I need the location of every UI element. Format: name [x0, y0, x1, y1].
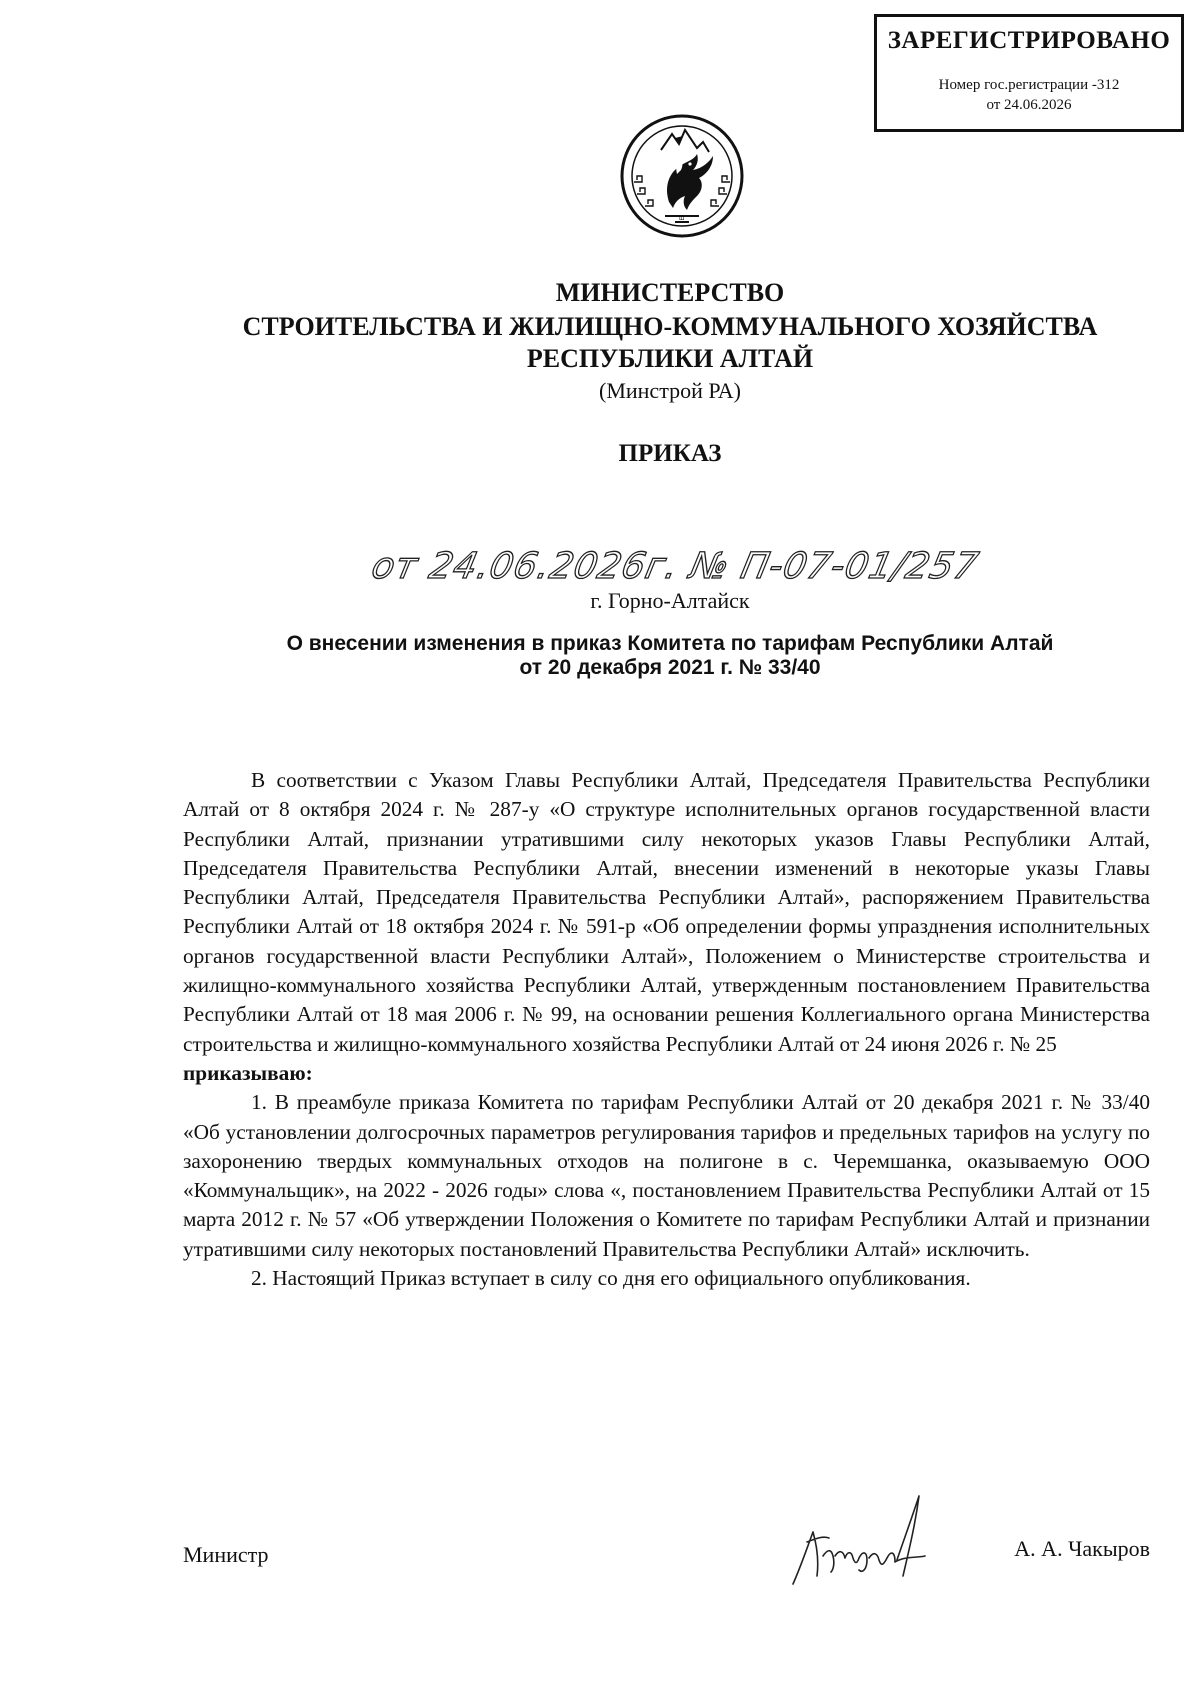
- ministry-short-name: (Минстрой РА): [599, 378, 741, 403]
- ministry-name-line3: РЕСПУБЛИКИ АЛТАЙ: [526, 344, 814, 373]
- order-item-1: 1. В преамбуле приказа Комитета по тарифам Республики Алтай от 20 декабря 2021 г. № 33/40 «Об установлении долгосрочных параметров регулирования тарифов и предельных тарифов на услугу по захоронению твердых коммунальных отходов на полигоне в с. Черемшанка, оказываемую ООО «Коммунальщик», на 2022 - 2026 годы» слова «, постановлением Правительства Республики Алтай от 15 марта 2012 г. № 57 «Об утверждении Положения о Комитете по тарифам Республики Алтай и признании утратившими силу некоторых постановлений Правительства Республики Алтай» исключить.: [183, 1090, 1150, 1261]
- order-preamble: В соответствии с Указом Главы Республики Алтай, Председателя Правительства Республики Алтай от 8 октября 2024 г. № 287-у «О структуре исполнительных органов государственной власти Республики Алтай, признании утратившими силу некоторых указов Главы Республики Алтай, Председателя Правительства Республики Алтай, внесении изменений в некоторые указы Главы Республики Алтай, Председателя Правительства Республики Алтай», распоряжением Правительства Республики Алтай от 18 октября 2024 г. № 591-р «Об определении формы упразднения исполнительных органов государственной власти Республики Алтай», Положением о Министерстве строительства и жилищно-коммунального хозяйства Республики Алтай, утвержденным постановлением Правительства Республики Алтай от 18 мая 2006 г. № 99, на основании решения Коллегиального органа Министерства строительства и жилищно-коммунального хозяйства Республики Алтай от 24 июня 2026 г. № 25: [183, 768, 1150, 1056]
- order-directive-word: приказываю:: [183, 1060, 313, 1085]
- handwritten-date-number: [368, 536, 983, 592]
- registration-stamp-title: ЗАРЕГИСТРИРОВАНО: [887, 27, 1171, 54]
- city-name: г. Горно-Алтайск: [590, 588, 750, 613]
- signer-position: Министр: [183, 1542, 269, 1567]
- svg-text:ш: ш: [679, 215, 685, 222]
- handwritten-signature-icon: [783, 1486, 963, 1596]
- signer-name: А. А. Чакыров: [1014, 1536, 1150, 1561]
- handwritten-date-number-text: от 24.06.2026г. № П-07-01/257: [368, 544, 983, 587]
- order-subject-line1: О внесении изменения в приказ Комитета по тарифам Республики Алтай: [286, 632, 1054, 655]
- order-item-2: 2. Настоящий Приказ вступает в силу со дня его официального опубликования.: [251, 1266, 971, 1291]
- registration-date: от 24.06.2026: [986, 97, 1072, 113]
- registration-number: Номер гос.регистрации -312: [938, 77, 1120, 93]
- ministry-name-line2: СТРОИТЕЛЬСТВА И ЖИЛИЩНО-КОММУНАЛЬНОГО ХОЗЯЙСТВА: [242, 312, 1098, 341]
- document-type-title: ПРИКАЗ: [618, 440, 722, 467]
- order-body: [183, 766, 1150, 1293]
- order-subject: [210, 632, 1130, 680]
- ministry-name-line1: МИНИСТЕРСТВО: [555, 278, 785, 307]
- altai-republic-coat-of-arms-icon: [617, 112, 747, 240]
- order-subject-line2: от 20 декабря 2021 г. № 33/40: [519, 656, 821, 679]
- signature-block: [183, 1486, 1150, 1596]
- registration-stamp: [874, 14, 1184, 132]
